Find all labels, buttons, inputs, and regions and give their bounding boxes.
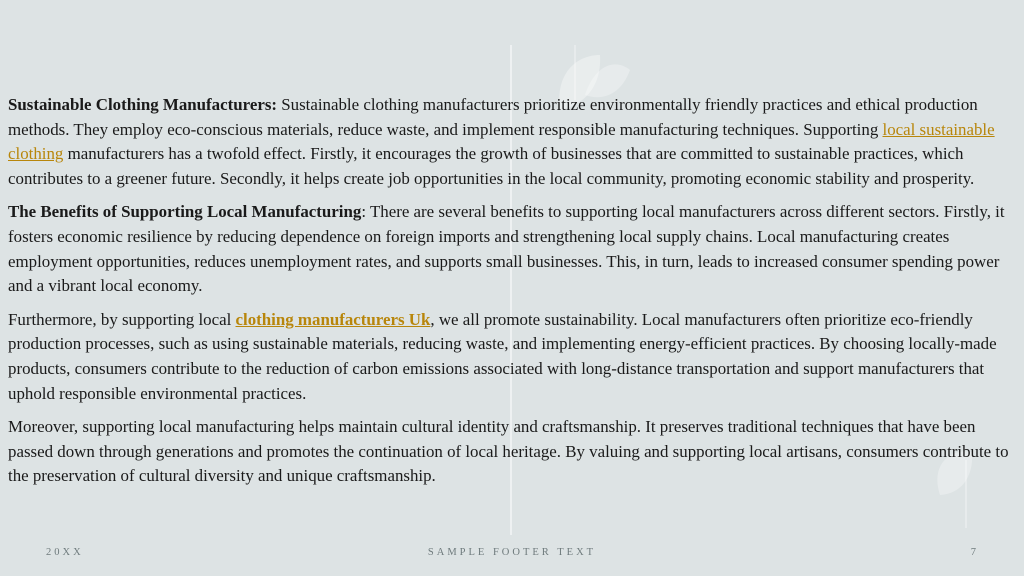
paragraph-cultural-identity [8,415,1016,489]
paragraph-text: : There are several benefits to supporting local manufacturers across different sectors. Firstly, it fosters economic resilience by reducing dependence on foreign imports and strengthening local supply chains. Local manufacturing creates employment opportunities, reduces unemployment rates, and supports small businesses. This, in turn, leads to increased consumer spending power and a vibrant local economy. [8,202,1005,296]
paragraph-heading: The Benefits of Supporting Local Manufacturing [8,202,362,222]
paragraph-sustainable-manufacturers [8,93,1016,191]
page-number: 7 [970,547,976,558]
paragraph-text: manufacturers has a twofold effect. Firstly, it encourages the growth of businesses that are committed to sustainable practices, which contributes to a greener future. Secondly, it helps create job opportunities in the local community, promoting economic stability and prosperity. [8,144,975,188]
paragraph-text: Furthermore, by supporting local [8,309,236,329]
main-content [8,93,1016,498]
footer-date: 20XX [46,547,84,558]
paragraph-sustainability [8,308,1016,406]
local-sustainable-clothing-link[interactable]: local sustainable clothing [8,119,995,164]
paragraph-text: Sustainable clothing manufacturers prioritize environmentally friendly practices and ethical production methods. They employ eco-conscious materials, reduce waste, and implement responsible manufacturing techniques. Supporting [8,95,978,139]
paragraph-text: Moreover, supporting local manufacturing helps maintain cultural identity and craftsmanship. It preserves traditional techniques that have been passed down through generations and promotes the continuation of local heritage. By valuing and supporting local artisans, consumers contribute to the preservation of cultural diversity and unique craftsmanship. [8,417,1009,486]
paragraph-text: , we all promote sustainability. Local manufacturers often prioritize eco-friendly production processes, such as using sustainable materials, reducing waste, and implementing energy-efficient practices. By choosing locally-made products, consumers contribute to the reduction of carbon emissions associated with long-distance transportation and support manufacturers that uphold responsible environmental practices. [8,309,997,403]
paragraph-benefits [8,200,1016,298]
clothing-manufacturers-uk-link[interactable]: clothing manufacturers Uk [235,309,431,329]
footer-text: SAMPLE FOOTER TEXT [427,547,597,558]
paragraph-heading: Sustainable Clothing Manufacturers: [8,95,278,114]
